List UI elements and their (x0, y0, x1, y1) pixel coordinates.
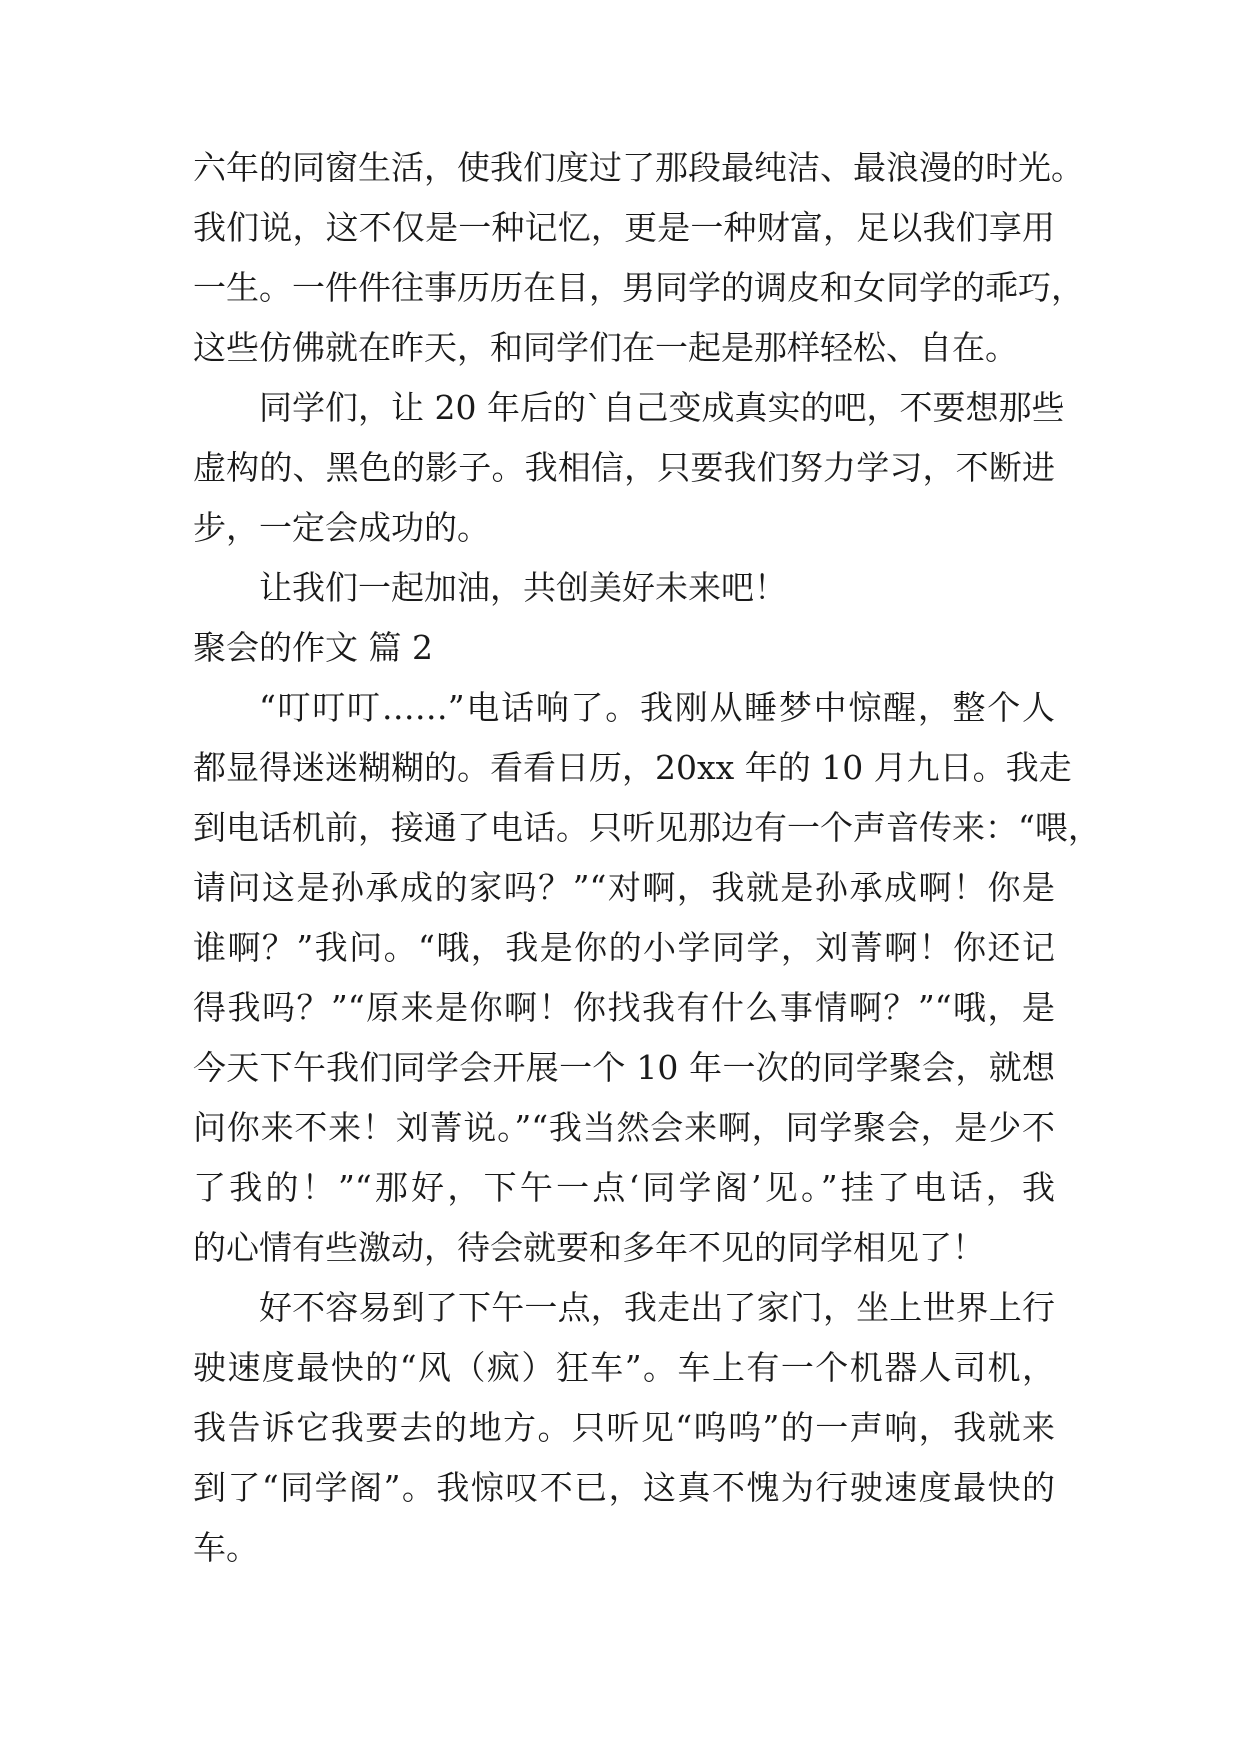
text-line: 六年的同窗生活，使我们度过了那段最纯洁、最浪漫的时光。 (193, 148, 1084, 187)
paragraph-start-line: 好不容易到了下午一点，我走出了家门，坐上世界上行 (259, 1288, 1055, 1327)
text-line: 我们说，这不仅是一种记忆，更是一种财富，足以我们享用 (193, 208, 1055, 247)
paragraph-start-line: 同学们，让 20 年后的`自己变成真实的吧，不要想那些 (259, 388, 1065, 427)
paragraph-start-line: “叮叮叮……”电话响了。我刚从睡梦中惊醒，整个人 (259, 688, 1055, 727)
text-line: 一生。一件件往事历历在目，男同学的调皮和女同学的乖巧， (193, 268, 1084, 307)
text-line: 谁啊？”我问。“哦，我是你的小学同学，刘菁啊！你还记 (193, 928, 1055, 967)
text-line: 这些仿佛就在昨天，和同学们在一起是那样轻松、自在。 (193, 328, 1018, 367)
text-line: 到了“同学阁”。我惊叹不已，这真不愧为行驶速度最快的 (193, 1468, 1055, 1507)
text-line: 虚构的、黑色的影子。我相信，只要我们努力学习，不断进 (193, 448, 1055, 487)
section-heading: 聚会的作文 篇 2 (193, 628, 433, 667)
text-line: 驶速度最快的“风（疯）狂车”。车上有一个机器人司机， (193, 1348, 1055, 1387)
text-line: 得我吗？”“原来是你啊！你找我有什么事情啊？”“哦，是 (193, 988, 1055, 1027)
text-line: 车。 (193, 1528, 259, 1567)
text-line: 问你来不来！刘菁说。”“我当然会来啊，同学聚会，是少不 (193, 1108, 1055, 1147)
text-line: 步，一定会成功的。 (193, 508, 490, 547)
text-line: 今天下午我们同学会开展一个 10 年一次的同学聚会，就想 (193, 1048, 1055, 1087)
text-line: 的心情有些激动，待会就要和多年不见的同学相见了！ (193, 1228, 985, 1267)
text-line: 请问这是孙承成的家吗？”“对啊，我就是孙承成啊！你是 (193, 868, 1055, 907)
paragraph-start-line: 让我们一起加油，共创美好未来吧！ (259, 568, 787, 607)
text-line: 我告诉它我要去的地方。只听见“呜呜”的一声响，我就来 (193, 1408, 1055, 1447)
essay-body (193, 148, 1101, 1590)
text-line: 都显得迷迷糊糊的。看看日历，20xx 年的 10 月九日。我走 (193, 748, 1072, 787)
text-line: 了我的！”“那好，下午一点‘同学阁’见。”挂了电话，我 (193, 1168, 1055, 1207)
text-line: 到电话机前，接通了电话。只听见那边有一个声音传来：“喂， (193, 808, 1101, 847)
